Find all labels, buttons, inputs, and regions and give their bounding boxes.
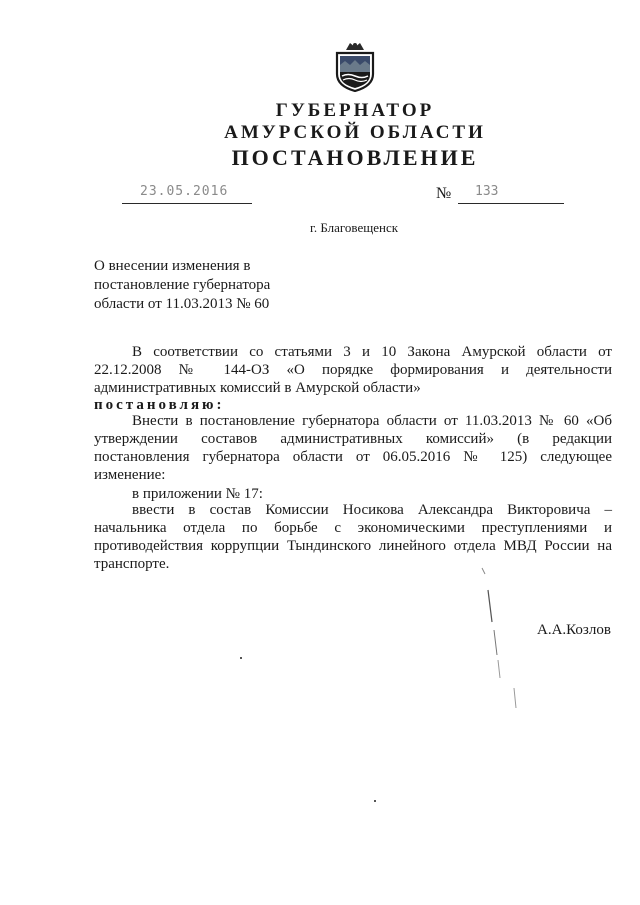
operative-paragraph bbox=[94, 412, 612, 484]
subject-line: области от 11.03.2013 № 60 bbox=[94, 296, 270, 312]
text-line: Внести в постановление губернатора области от 11.03.2013 № 60 «Об bbox=[132, 413, 612, 429]
scan-dot bbox=[240, 657, 242, 659]
city-label: г. Благовещенск bbox=[310, 220, 399, 235]
text-line: ввести в состав Комиссии Носикова Александра Викторовича – bbox=[132, 502, 612, 518]
scan-marks bbox=[470, 560, 530, 720]
text-line: противодействия коррупции Тындинского линейного отдела МВД России на bbox=[94, 538, 612, 554]
text-line: изменение: bbox=[94, 467, 166, 483]
region-title: АМУРСКОЙ ОБЛАСТИ bbox=[224, 122, 486, 143]
scan-dot bbox=[374, 800, 376, 802]
preamble-paragraph bbox=[94, 343, 612, 397]
decree-word: постановляю: bbox=[94, 397, 225, 413]
text-line: постановления губернатора области от 06.05.2016 № 125) следующее bbox=[94, 449, 612, 465]
text-line: транспорте. bbox=[94, 556, 170, 572]
signature-name: А.А.Козлов bbox=[537, 622, 611, 638]
text-line: В соответствии со статьями 3 и 10 Закона Амурской области от bbox=[132, 344, 612, 360]
document-date: 23.05.2016 bbox=[140, 184, 229, 199]
change-paragraph bbox=[94, 501, 612, 573]
governor-title: ГУБЕРНАТОР bbox=[275, 100, 435, 121]
document-subject bbox=[94, 257, 334, 314]
text-line: 22.12.2008 № 144-ОЗ «О порядке формирования и деятельности bbox=[94, 362, 612, 378]
appendix-paragraph: в приложении № 17: bbox=[132, 486, 263, 502]
subject-line: постановление губернатора bbox=[94, 277, 271, 293]
coat-of-arms-icon bbox=[332, 40, 378, 92]
number-underline bbox=[458, 203, 564, 204]
text-line: начальника отдела по борьбе с экономическими преступлениями и bbox=[94, 520, 612, 536]
document-number: 133 bbox=[475, 184, 499, 199]
subject-line: О внесении изменения в bbox=[94, 258, 251, 274]
number-sign: № bbox=[436, 185, 452, 202]
document-type: ПОСТАНОВЛЕНИЕ bbox=[231, 145, 479, 170]
text-line: административных комиссий в Амурской области» bbox=[94, 380, 421, 396]
date-underline bbox=[122, 203, 252, 204]
text-line: утверждении составов административных комиссий» (в редакции bbox=[94, 431, 612, 447]
